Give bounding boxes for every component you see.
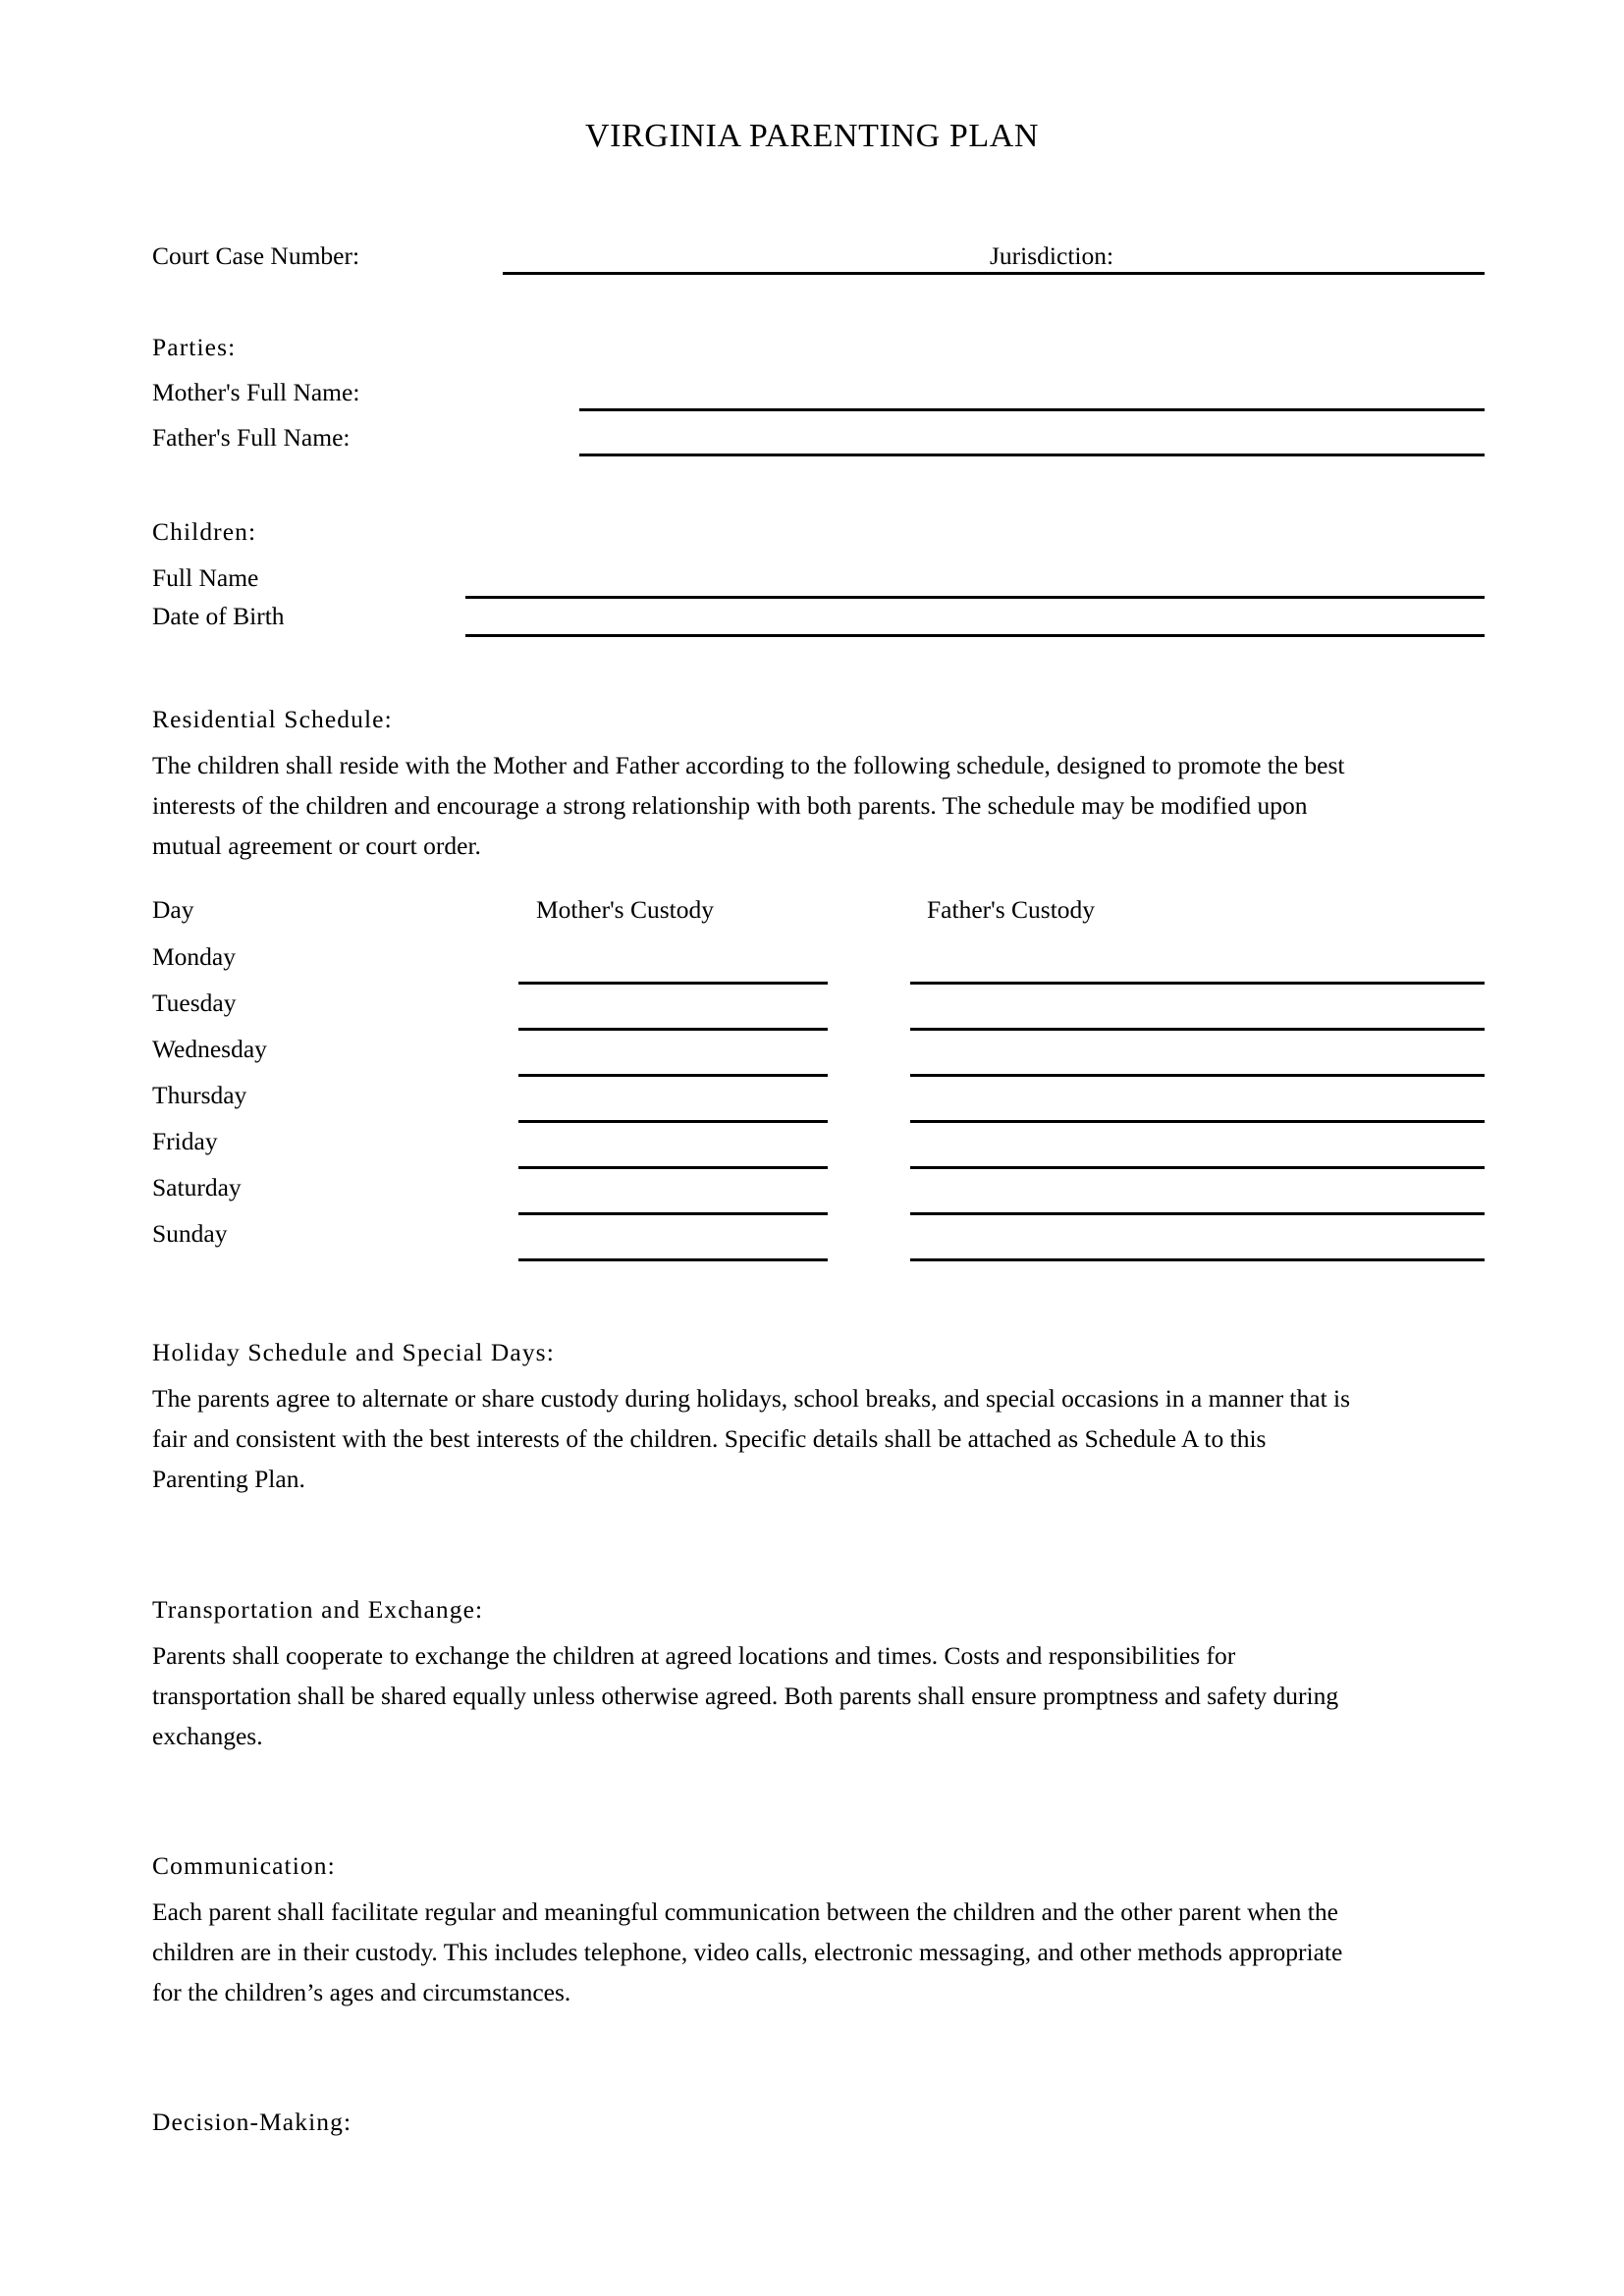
jurisdiction-label: Jurisdiction: [990,241,1114,270]
court-case-number-label: Court Case Number: [152,241,360,270]
father-full-name-label: Father's Full Name: [152,423,351,452]
father-custody-input-thursday[interactable] [910,1120,1485,1123]
father-custody-input-saturday[interactable] [910,1212,1485,1215]
page-title: VIRGINIA PARENTING PLAN [584,118,1040,154]
paragraph-line: transportation shall be shared equally unless otherwise agreed. Both parents shall ensure promptness and safety during [152,1682,1339,1710]
child-full-name-label: Full Name [152,563,259,592]
paragraph-line: fair and consistent with the best interests of the children. Specific details shall be attached as Schedule A to this [152,1424,1267,1453]
father-custody-input-friday[interactable] [910,1166,1485,1169]
paragraph-line: mutual agreement or court order. [152,831,481,860]
father-custody-input-tuesday[interactable] [910,1028,1485,1031]
paragraph-line: The parents agree to alternate or share custody during holidays, school breaks, and special occasions in a manner that is [152,1384,1351,1413]
transportation-paragraph [152,1635,1468,1756]
column-header-day: Day [152,895,194,924]
mother-full-name-label: Mother's Full Name: [152,378,360,406]
paragraph-line: Parenting Plan. [152,1465,305,1493]
child-full-name-input[interactable] [465,596,1485,599]
communication-heading: Communication: [152,1851,336,1880]
mother-custody-input-wednesday[interactable] [518,1074,828,1077]
paragraph-line: The children shall reside with the Mother and Father according to the following schedule, designed to promote the best [152,751,1345,779]
table-row-day-label: Friday [152,1127,218,1155]
mother-custody-input-monday[interactable] [518,982,828,985]
paragraph-line: Parents shall cooperate to exchange the children at agreed locations and times. Costs and responsibilities for [152,1641,1236,1670]
children-heading: Children: [152,517,257,546]
column-header-father-custody: Father's Custody [927,895,1096,924]
decision-making-heading: Decision-Making: [152,2108,352,2136]
child-date-of-birth-label: Date of Birth [152,602,285,630]
father-custody-input-sunday[interactable] [910,1258,1485,1261]
father-custody-input-wednesday[interactable] [910,1074,1485,1077]
paragraph-line: Each parent shall facilitate regular and meaningful communication between the children and the other parent when the [152,1897,1338,1926]
mother-custody-input-friday[interactable] [518,1166,828,1169]
residential-schedule-heading: Residential Schedule: [152,705,393,733]
child-date-of-birth-input[interactable] [465,634,1485,637]
parties-heading: Parties: [152,333,237,361]
table-row-day-label: Monday [152,942,236,971]
father-custody-input-monday[interactable] [910,982,1485,985]
paragraph-line: exchanges. [152,1722,263,1750]
mother-full-name-input[interactable] [579,408,1485,411]
table-row-day-label: Saturday [152,1173,242,1201]
mother-custody-input-thursday[interactable] [518,1120,828,1123]
holiday-schedule-heading: Holiday Schedule and Special Days: [152,1338,555,1366]
paragraph-line: for the children’s ages and circumstances. [152,1978,571,2006]
communication-paragraph [152,1892,1468,2012]
residential-schedule-paragraph [152,745,1468,866]
table-row-day-label: Thursday [152,1081,247,1109]
holiday-schedule-paragraph [152,1378,1468,1499]
table-row-day-label: Sunday [152,1219,228,1248]
father-full-name-input[interactable] [579,454,1485,456]
paragraph-line: interests of the children and encourage a strong relationship with both parents. The schedule may be modified upon [152,791,1308,820]
table-row-day-label: Wednesday [152,1035,267,1063]
transportation-heading: Transportation and Exchange: [152,1595,484,1624]
mother-custody-input-tuesday[interactable] [518,1028,828,1031]
mother-custody-input-sunday[interactable] [518,1258,828,1261]
column-header-mother-custody: Mother's Custody [536,895,714,924]
paragraph-line: children are in their custody. This includes telephone, video calls, electronic messaging, and other methods appropriate [152,1938,1343,1966]
table-row-day-label: Tuesday [152,988,237,1017]
mother-custody-input-saturday[interactable] [518,1212,828,1215]
